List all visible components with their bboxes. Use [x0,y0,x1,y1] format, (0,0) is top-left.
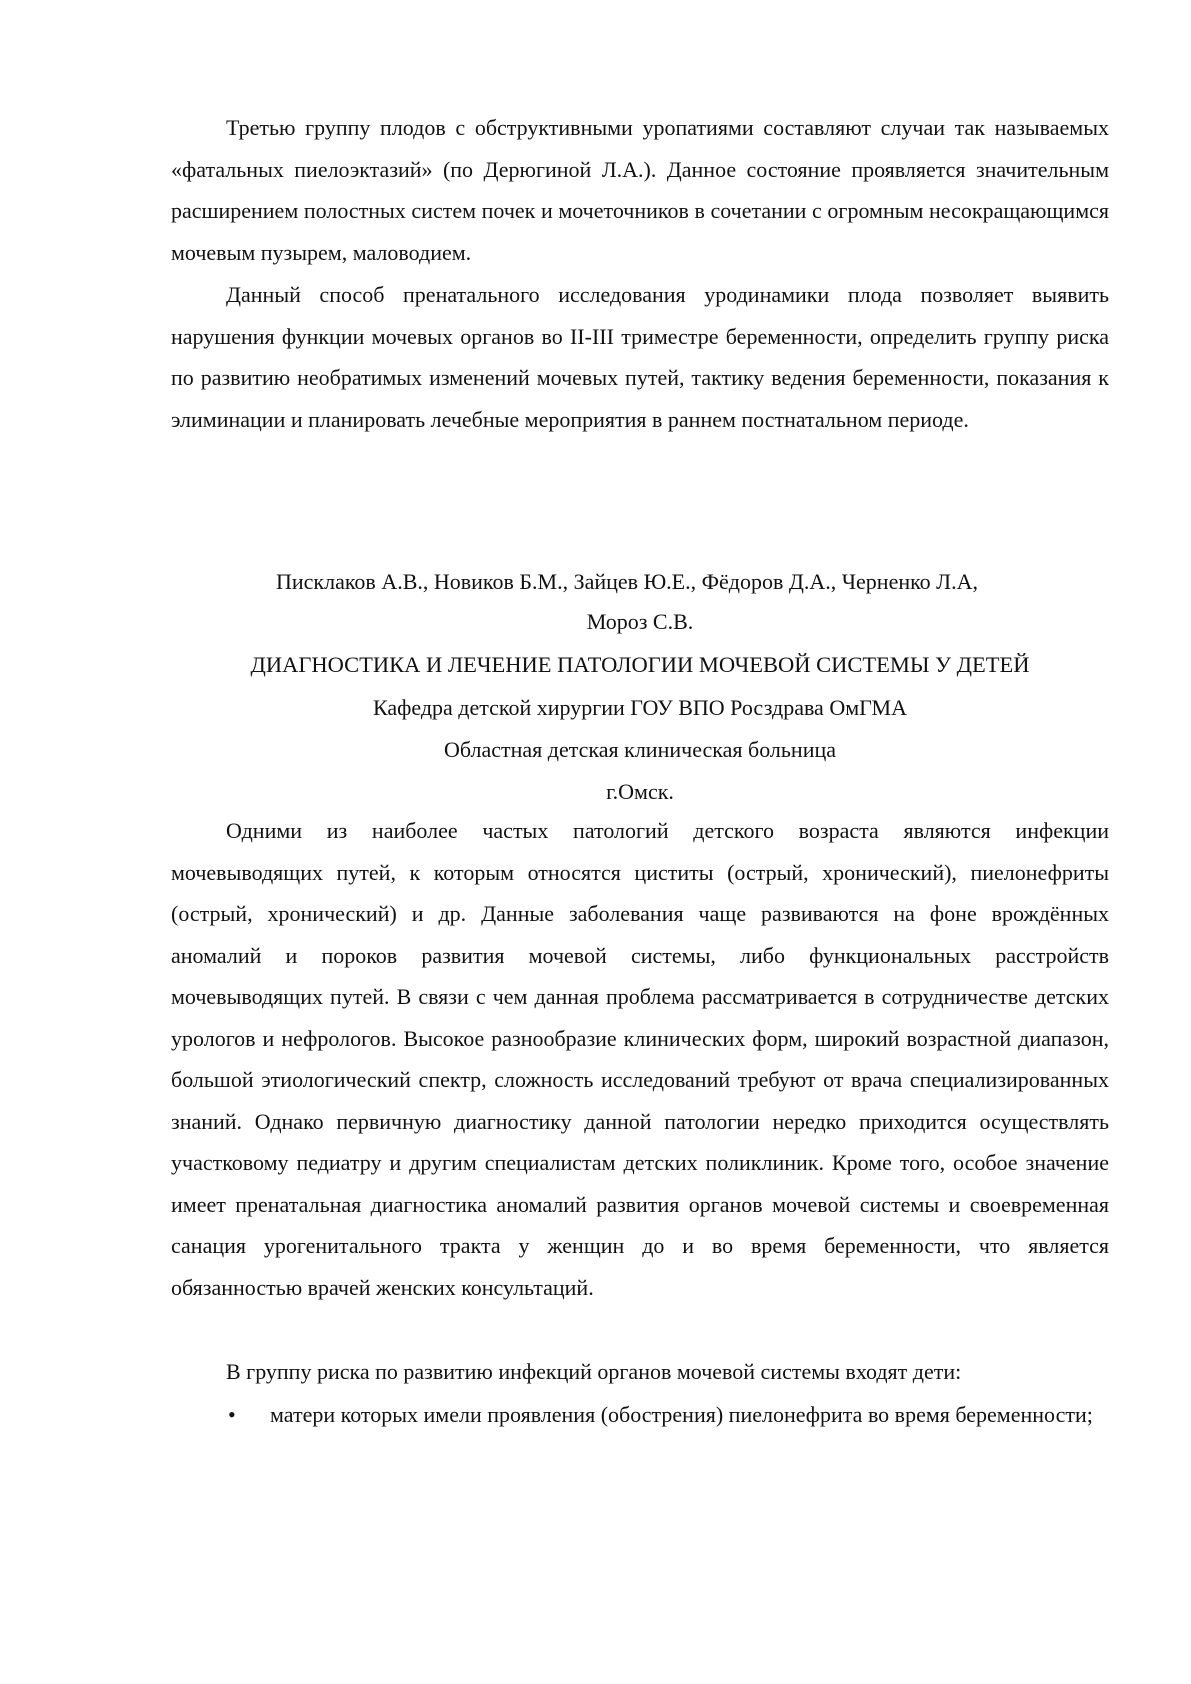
body-paragraph-1: Одними из наиболее частых патологий детского возраста являются инфекции мочевыводящих путей, к которым относятся циститы (острый, хронический), пиелонефриты (острый, хронический) и др. Данные заболевания чаще развиваются на фоне врождённых аномалий и пороков развития мочевой системы, либо функциональных расстройств мочевыводящих путей. В связи с чем данная проблема рассматривается в сотрудничестве детских урологов и нефрологов. Высокое разнообразие клинических форм, широкий возрастной диапазон, большой этиологический спектр, сложность исследований требуют от врача специализированных знаний. Однако первичную диагностику данной патологии нередко приходится осуществлять участковому педиатру и другим специалистам детских поликлиник. Кроме того, особое значение имеет пренатальная диагностика аномалий развития органов мочевой системы и своевременная санация урогенитального тракта у женщин до и во время беременности, что является обязанностью врачей женских консультаций. [171,818,1109,1300]
bullet-item-content [228,1394,1109,1436]
affiliation-city: г.Омск. [606,779,674,804]
bullet-icon: • [228,1402,236,1427]
intro-paragraph-1: Третью группу плодов с обструктивными уропатиями составляют случаи так называемых «фатальных пиелоэктазий» (по Дерюгиной Л.А.). Данное состояние проявляется значительным расширением полостных систем почек и мочеточников в сочетании с огромным несокращающимся мочевым пузырем, маловодием. [171,115,1109,265]
affiliation-hospital: Областная детская клиническая больница [443,737,837,762]
body-paragraph-2: В группу риска по развитию инфекций органов мочевой системы входят дети: [226,1359,962,1384]
authors-line-2: Мороз С.В. [586,609,694,634]
article-title: ДИАГНОСТИКА И ЛЕЧЕНИЕ ПАТОЛОГИИ МОЧЕВОЙ СИСТЕМЫ У ДЕТЕЙ [250,652,1030,677]
authors-line-1: Писклаков А.В., Новиков Б.М., Зайцев Ю.Е., Фёдоров Д.А., Черненко Л.А, [276,569,978,594]
intro-paragraph-2: Данный способ пренатального исследования уродинамики плода позволяет выявить нарушения функции мочевых органов во II-III триместре беременности, определить группу риска по развитию необратимых изменений мочевых путей, тактику ведения беременности, показания к элиминации и планировать лечебные мероприятия в раннем постнатальном периоде. [171,282,1109,432]
bullet-list-item [228,1394,1109,1436]
affiliation-department: Кафедра детской хирургии ГОУ ВПО Росздрава ОмГМА [372,695,908,720]
bullet-item-text: матери которых имели проявления (обострения) пиелонефрита во время беременности; [270,1402,1093,1427]
